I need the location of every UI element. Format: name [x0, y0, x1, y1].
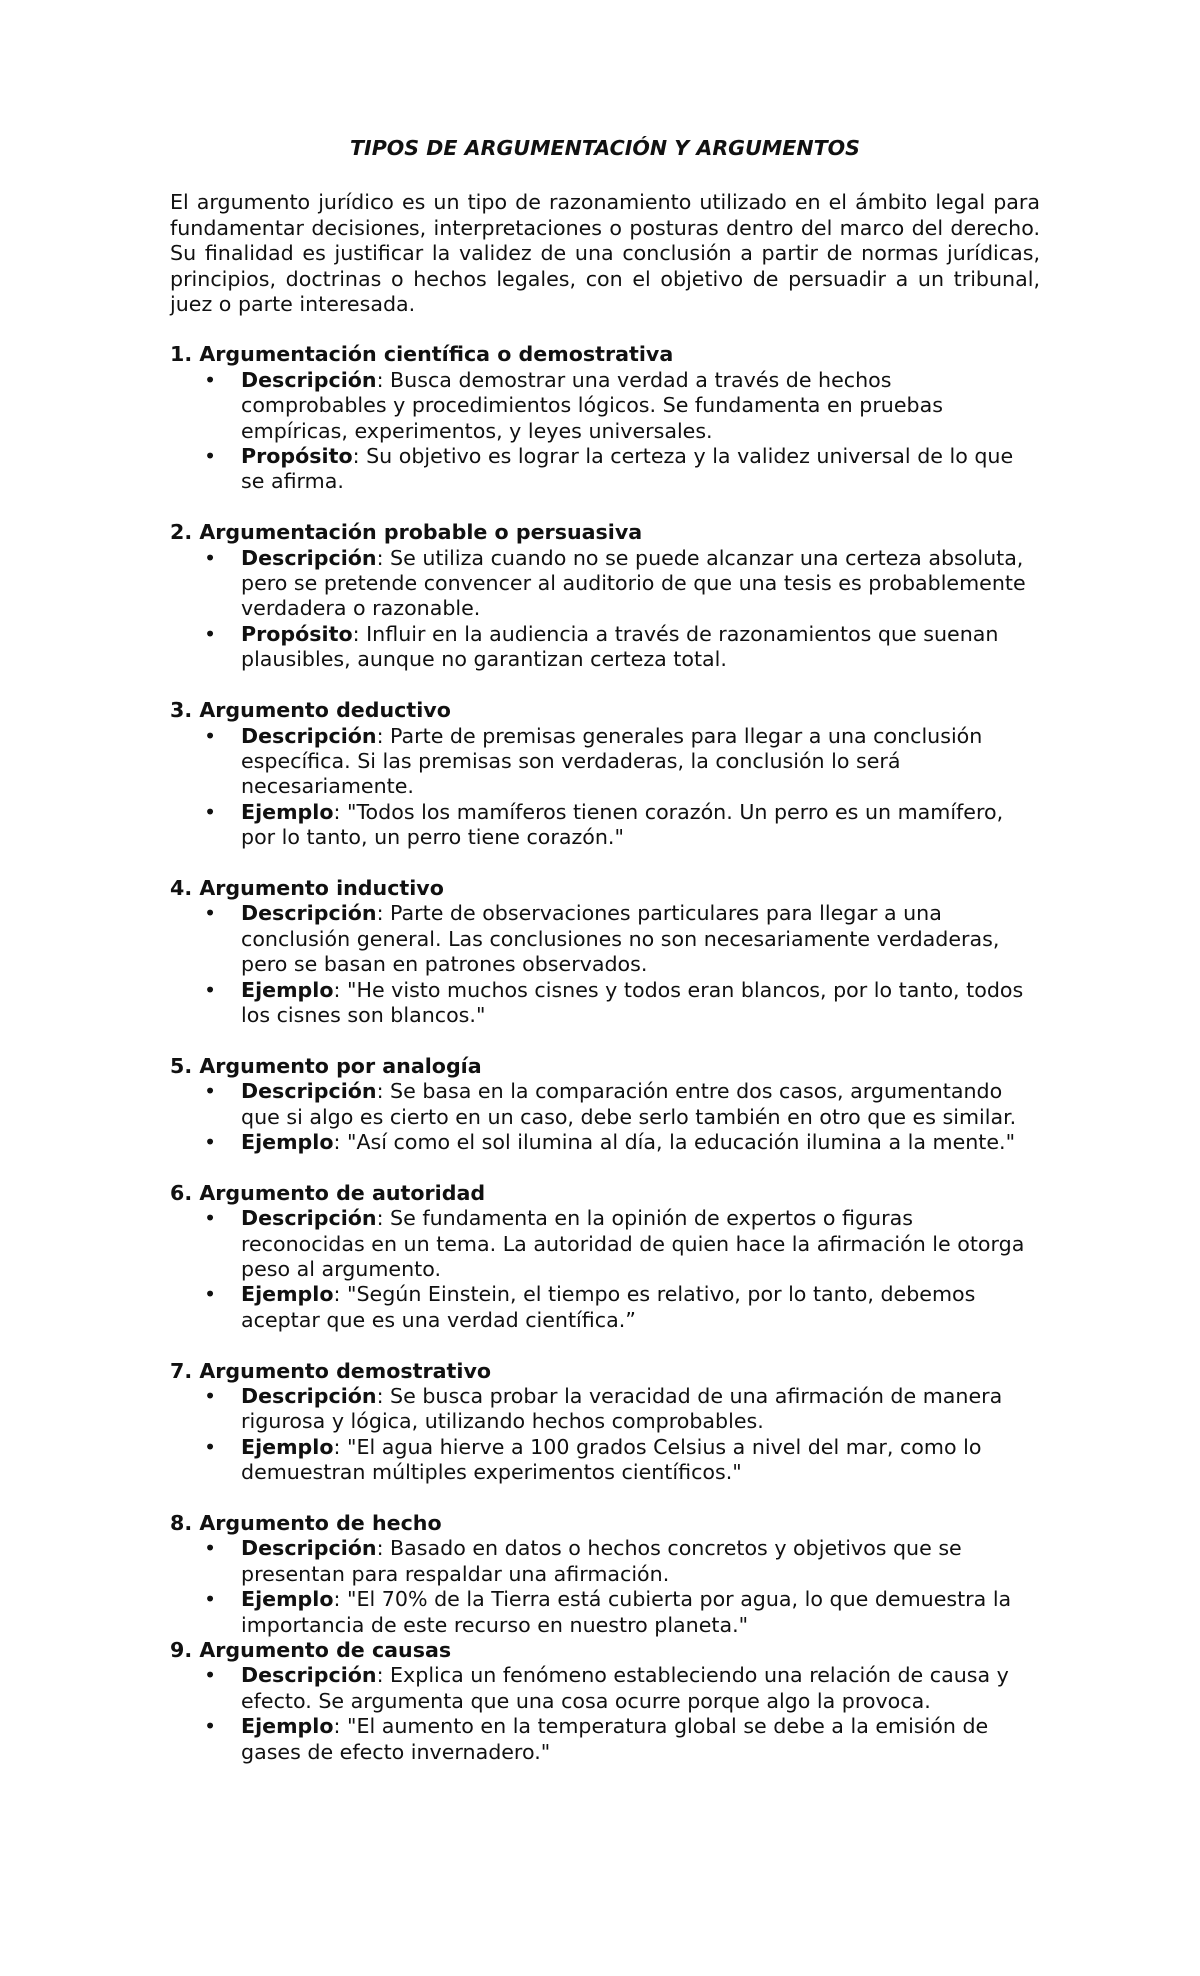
section-6: [170, 1181, 1200, 1333]
bullet-list: [170, 546, 1200, 673]
section-heading: 3. Argumento deductivo: [170, 698, 451, 723]
list-item: [170, 1079, 1041, 1130]
bullet-list: [170, 901, 1200, 1028]
item-label: Descripción: [241, 723, 377, 748]
bullet-list: [170, 1384, 1200, 1486]
list-item: [170, 1435, 1041, 1486]
list-item: [170, 1536, 1041, 1587]
item-label: Ejemplo: [241, 1587, 334, 1612]
item-label: Propósito: [241, 444, 353, 469]
list-item: [170, 901, 1041, 977]
section-heading: 6. Argumento de autoridad: [170, 1180, 486, 1205]
item-label: Ejemplo: [241, 799, 334, 824]
list-item: [170, 800, 1041, 851]
section-4: [170, 876, 1200, 1028]
section-9: [170, 1638, 1200, 1765]
section-7: [170, 1359, 1200, 1486]
bullet-icon: •: [204, 1384, 217, 1408]
section-3: [170, 698, 1200, 850]
list-item: [170, 1206, 1041, 1282]
item-text: : "Así como el sol ilumina al día, la educación ilumina a la mente.": [333, 1129, 1016, 1154]
section-heading: 7. Argumento demostrativo: [170, 1358, 492, 1383]
item-label: Descripción: [241, 1206, 377, 1231]
item-text: : Se fundamenta en la opinión de expertos o figuras reconocidas en un tema. La autoridad de quien hace la afirmación le otorga peso al argumento.: [241, 1206, 1025, 1281]
section-heading: 9. Argumento de causas: [170, 1638, 452, 1663]
item-label: Ejemplo: [241, 1434, 334, 1459]
item-label: Descripción: [241, 901, 377, 926]
item-text: : Su objetivo es lograr la certeza y la validez universal de lo que se afirma.: [241, 444, 1014, 494]
item-label: Descripción: [241, 367, 377, 392]
bullet-icon: •: [204, 977, 217, 1002]
section-1: [170, 342, 1200, 494]
section-heading: 5. Argumento por analogía: [170, 1053, 482, 1078]
item-label: Descripción: [241, 1079, 377, 1104]
section-2: [170, 520, 1200, 672]
item-label: Descripción: [241, 1536, 377, 1561]
bullet-icon: •: [204, 723, 217, 748]
list-item: [170, 1282, 1041, 1333]
item-text: : Explica un fenómeno estableciendo una relación de causa y efecto. Se argumenta que una cosa ocurre porque algo la provoca.: [241, 1663, 1009, 1713]
item-label: Propósito: [241, 621, 353, 646]
bullet-icon: •: [204, 545, 217, 570]
list-item: [170, 444, 1041, 495]
bullet-list: [170, 1536, 1200, 1638]
item-label: Descripción: [241, 545, 377, 570]
document-title: TIPOS DE ARGUMENTACIÓN Y ARGUMENTOS: [350, 136, 860, 160]
list-item: [170, 978, 1041, 1029]
item-text: : "El agua hierve a 100 grados Celsius a nivel del mar, como lo demuestran múltiples experimentos científicos.": [241, 1434, 982, 1485]
section-heading: 8. Argumento de hecho: [170, 1511, 442, 1536]
bullet-icon: •: [204, 621, 217, 646]
item-text: : Se basa en la comparación entre dos casos, argumentando que si algo es cierto en un caso, debe serlo también en otro que es similar.: [241, 1079, 1017, 1129]
item-text: : Parte de observaciones particulares para llegar a una conclusión general. Las conclusiones no son necesariamente verdaderas, pero se basan en patrones observados.: [241, 901, 1000, 977]
item-text: : "Todos los mamíferos tienen corazón. Un perro es un mamífero, por lo tanto, un perro tiene corazón.": [241, 799, 1004, 850]
bullet-icon: •: [204, 1079, 217, 1104]
bullet-icon: •: [204, 1206, 217, 1231]
item-text: : Busca demostrar una verdad a través de hechos comprobables y procedimientos lógicos. Se fundamenta en pruebas empíricas, experimentos, y leyes universales.: [241, 367, 943, 443]
list-item: [170, 724, 1041, 800]
item-text: : Influir en la audiencia a través de razonamientos que suenan plausibles, aunque no garantizan certeza total.: [241, 621, 999, 672]
section-heading: 1. Argumentación científica o demostrativa: [170, 342, 674, 367]
list-item: [170, 368, 1041, 444]
bullet-icon: •: [204, 444, 217, 469]
list-item: [170, 622, 1041, 673]
section-heading: 4. Argumento inductivo: [170, 875, 444, 900]
item-label: Descripción: [241, 1384, 377, 1408]
intro-paragraph: El argumento jurídico es un tipo de razonamiento utilizado en el ámbito legal para fundamentar decisiones, interpretaciones o posturas dentro del marco del derecho. Su finalidad es justificar la validez de una conclusión a partir de normas jurídicas, principios, doctrinas o hechos legales, con el objetivo de persuadir a un tribunal, juez o parte interesada.: [170, 190, 1040, 317]
bullet-list: [170, 724, 1200, 851]
bullet-list: [170, 1206, 1200, 1333]
item-text: : Se busca probar la veracidad de una afirmación de manera rigurosa y lógica, utilizando hechos comprobables.: [241, 1384, 1003, 1434]
bullet-icon: •: [204, 901, 217, 926]
item-text: : "El aumento en la temperatura global se debe a la emisión de gases de efecto invernadero.": [241, 1714, 989, 1764]
sections-container: [170, 342, 1200, 1765]
bullet-icon: •: [204, 367, 217, 392]
item-label: Ejemplo: [241, 1282, 334, 1307]
list-item: [170, 1587, 1041, 1638]
bullet-list: [170, 1663, 1200, 1765]
item-label: Descripción: [241, 1663, 377, 1688]
list-item: [170, 1384, 1041, 1435]
bullet-icon: •: [204, 1536, 217, 1561]
list-item: [170, 1130, 1041, 1155]
bullet-icon: •: [204, 1129, 217, 1154]
item-text: : "El 70% de la Tierra está cubierta por agua, lo que demuestra la importancia de este recurso en nuestro planeta.": [241, 1587, 1012, 1637]
item-label: Ejemplo: [241, 1714, 334, 1739]
bullet-list: [170, 1079, 1200, 1155]
list-item: [170, 1714, 1041, 1765]
item-label: Ejemplo: [241, 1129, 334, 1154]
section-5: [170, 1054, 1200, 1156]
bullet-icon: •: [204, 1587, 217, 1612]
item-text: : Basado en datos o hechos concretos y objetivos que se presentan para respaldar una afirmación.: [241, 1536, 962, 1586]
section-8: [170, 1511, 1200, 1638]
list-item: [170, 1663, 1041, 1714]
bullet-list: [170, 368, 1200, 495]
bullet-icon: •: [204, 1663, 217, 1688]
bullet-icon: •: [204, 1282, 217, 1307]
item-text: : Se utiliza cuando no se puede alcanzar una certeza absoluta, pero se pretende convencer al auditorio de que una tesis es probablemente verdadera o razonable.: [241, 545, 1026, 621]
bullet-icon: •: [204, 1434, 217, 1459]
item-text: : Parte de premisas generales para llegar a una conclusión específica. Si las premisas son verdaderas, la conclusión lo será necesariamente.: [241, 723, 983, 799]
item-text: : "Según Einstein, el tiempo es relativo, por lo tanto, debemos aceptar que es una verdad científica.”: [241, 1282, 976, 1332]
list-item: [170, 546, 1041, 622]
bullet-icon: •: [204, 799, 217, 824]
bullet-icon: •: [204, 1714, 217, 1739]
section-heading: 2. Argumentación probable o persuasiva: [170, 520, 643, 545]
item-label: Ejemplo: [241, 977, 334, 1002]
item-text: : "He visto muchos cisnes y todos eran blancos, por lo tanto, todos los cisnes son blancos.": [241, 977, 1024, 1027]
